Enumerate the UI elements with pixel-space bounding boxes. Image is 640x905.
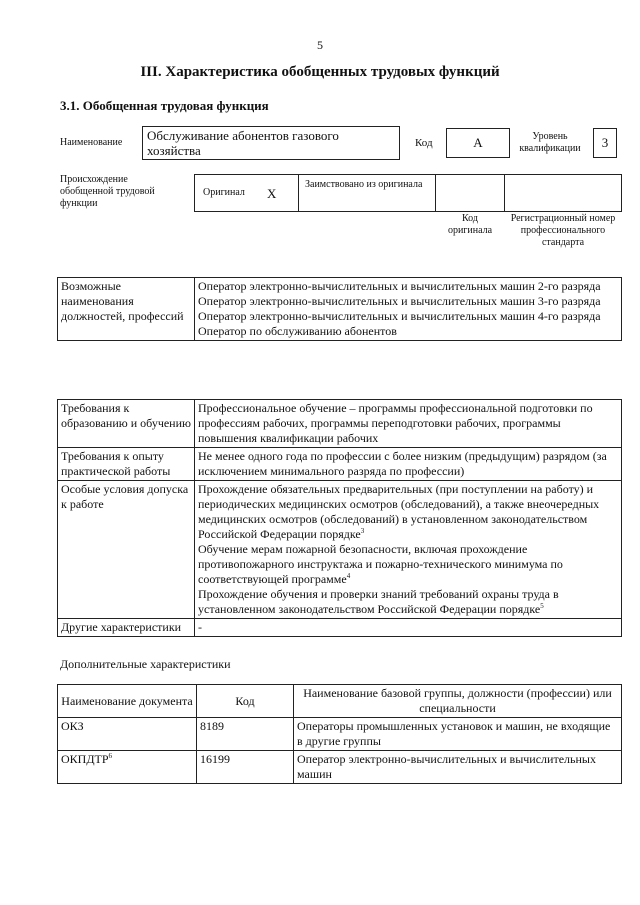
- positions-table: [57, 277, 622, 341]
- positions-list: [195, 278, 622, 341]
- level-label: Уровень квалификации: [519, 131, 581, 154]
- table-row: [58, 718, 622, 751]
- column-header: Наименование документа: [58, 685, 197, 718]
- admission-label: Особые условия допуска к работе: [58, 481, 195, 619]
- group-name: Оператор электронно-вычислительных и вычислительных машин: [294, 751, 622, 784]
- admission-value: [195, 481, 622, 619]
- doc-name: ОКЗ: [58, 718, 197, 751]
- group-name: Операторы промышленных установок и машин, не входящие в другие группы: [294, 718, 622, 751]
- doc-code: 8189: [197, 718, 294, 751]
- footnote-ref: 3: [360, 527, 365, 535]
- experience-label: Требования к опыту практической работы: [58, 448, 195, 481]
- additional-title: Дополнительные характеристики: [60, 657, 231, 671]
- footnote-ref: 4: [346, 572, 351, 580]
- positions-label: Возможные наименования должностей, профессий: [58, 278, 195, 341]
- admission-item: Обучение мерам пожарной безопасности, включая прохождение противопожарного инструктажа и пожарно-технического минимума по соответствующей программе: [198, 542, 563, 586]
- footnote-ref: 5: [540, 602, 544, 610]
- admission-item: Прохождение обучения и проверки знаний требований охраны труда в установленном законодательством Российской Федерации порядке: [198, 587, 559, 616]
- name-label: Наименование: [60, 137, 123, 148]
- column-header: Наименование базовой группы, должности (профессии) или специальности: [294, 685, 622, 718]
- page-number: 5: [317, 38, 323, 52]
- footnote-ref: 6: [108, 752, 113, 760]
- requirements-table: [57, 399, 622, 637]
- code-label: Код: [415, 137, 433, 149]
- position-item: Оператор по обслуживанию абонентов: [198, 324, 397, 338]
- section-title: III. Характеристика обобщенных трудовых функций: [140, 64, 500, 80]
- borrowed-label: Заимствовано из оригинала: [298, 174, 436, 212]
- table-row: [58, 751, 622, 784]
- education-label: Требования к образованию и обучению: [58, 400, 195, 448]
- code-original-cell: [435, 174, 505, 212]
- additional-table: [57, 684, 622, 784]
- original-mark: X: [267, 186, 277, 201]
- experience-value: Не менее одного года по профессии с более низким (предыдущим) разрядом (за исключением минимального разряда по профессии): [195, 448, 622, 481]
- origin-label: Происхождение обобщенной трудовой функции: [60, 174, 155, 209]
- position-item: Оператор электронно-вычислительных и вычислительных машин 2-го разряда: [198, 279, 601, 293]
- education-value: Профессиональное обучение – программы профессиональной подготовки по профессиям рабочих, программы переподготовки рабочих, программы повышения квалификации рабочих: [195, 400, 622, 448]
- other-value: -: [195, 619, 622, 637]
- reg-number-cell: [504, 174, 622, 212]
- admission-item: Прохождение обязательных предварительных (при поступлении на работу) и периодических медицинских осмотров (обследований), а также внеочередных медицинских осмотров (обследований) в установленном законодательством Российской Федерации порядке: [198, 482, 600, 541]
- reg-number-caption: Регистрационный номер профессионального стандарта: [510, 213, 616, 248]
- original-label: Оригинал: [203, 187, 245, 198]
- doc-name: ОКПДТР$^6$: [58, 751, 197, 784]
- code-value: A: [446, 128, 510, 158]
- level-value: 3: [593, 128, 617, 158]
- code-original-caption: Код оригинала: [447, 213, 493, 236]
- subsection-title: 3.1. Обобщенная трудовая функция: [60, 98, 269, 113]
- column-header: Код: [197, 685, 294, 718]
- original-cell: [194, 174, 299, 212]
- position-item: Оператор электронно-вычислительных и вычислительных машин 4-го разряда: [198, 309, 601, 323]
- doc-code: 16199: [197, 751, 294, 784]
- name-value: Обслуживание абонентов газового хозяйства: [142, 126, 400, 160]
- other-label: Другие характеристики: [58, 619, 195, 637]
- position-item: Оператор электронно-вычислительных и вычислительных машин 3-го разряда: [198, 294, 601, 308]
